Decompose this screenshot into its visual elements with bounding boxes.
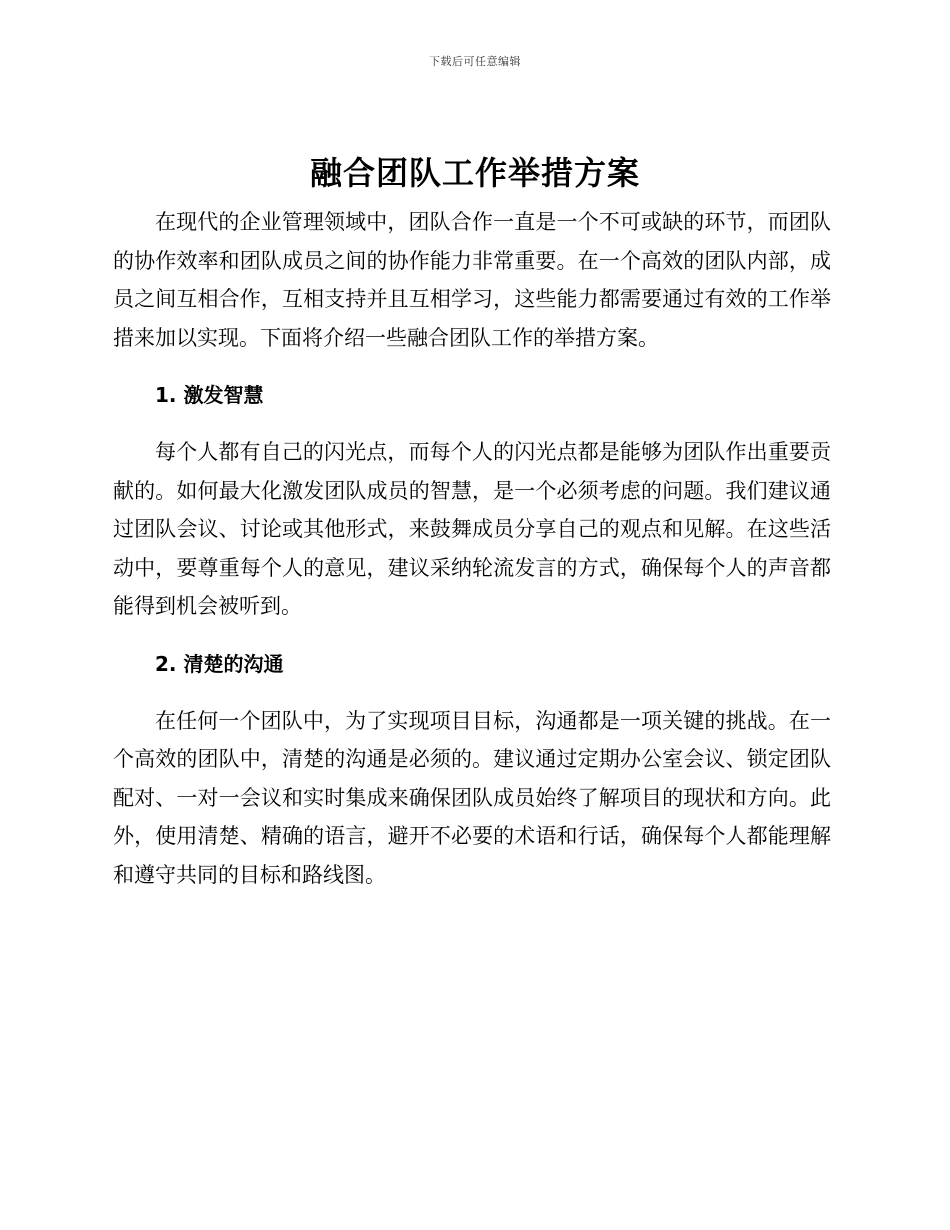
intro-paragraph: 在现代的企业管理领域中，团队合作一直是一个不可或缺的环节，而团队的协作效率和团队成员之间的协作能力非常重要。在一个高效的团队内部，成员之间互相合作，互相支持并且互相学习，这些能力都需要通过有效的工作举措来加以实现。下面将介绍一些融合团队工作的举措方案。 — [113, 210, 831, 350]
section-heading-1: 1. 激发智慧 — [155, 383, 264, 407]
document-title: 融合团队工作举措方案 — [309, 154, 640, 192]
section-paragraph-2: 在任何一个团队中，为了实现项目目标，沟通都是一项关键的挑战。在一个高效的团队中，清楚的沟通是必须的。建议通过定期办公室会议、锁定团队配对、一对一会议和实时集成来确保团队成员始终了解项目的现状和方向。此外，使用清楚、精确的语言，避开不必要的术语和行话，确保每个人都能理解和遵守共同的目标和路线图。 — [113, 708, 831, 887]
header-note: 下载后可任意编辑 — [429, 55, 521, 68]
section-heading-2: 2. 清楚的沟通 — [155, 651, 284, 676]
document-body — [113, 203, 831, 894]
section-paragraph-1: 每个人都有自己的闪光点，而每个人的闪光点都是能够为团队作出重要贡献的。如何最大化激发团队成员的智慧，是一个必须考虑的问题。我们建议通过团队会议、讨论或其他形式，来鼓舞成员分享自己的观点和见解。在这些活动中，要尊重每个人的意见，建议采纳轮流发言的方式，确保每个人的声音都能得到机会被听到。 — [113, 440, 831, 618]
